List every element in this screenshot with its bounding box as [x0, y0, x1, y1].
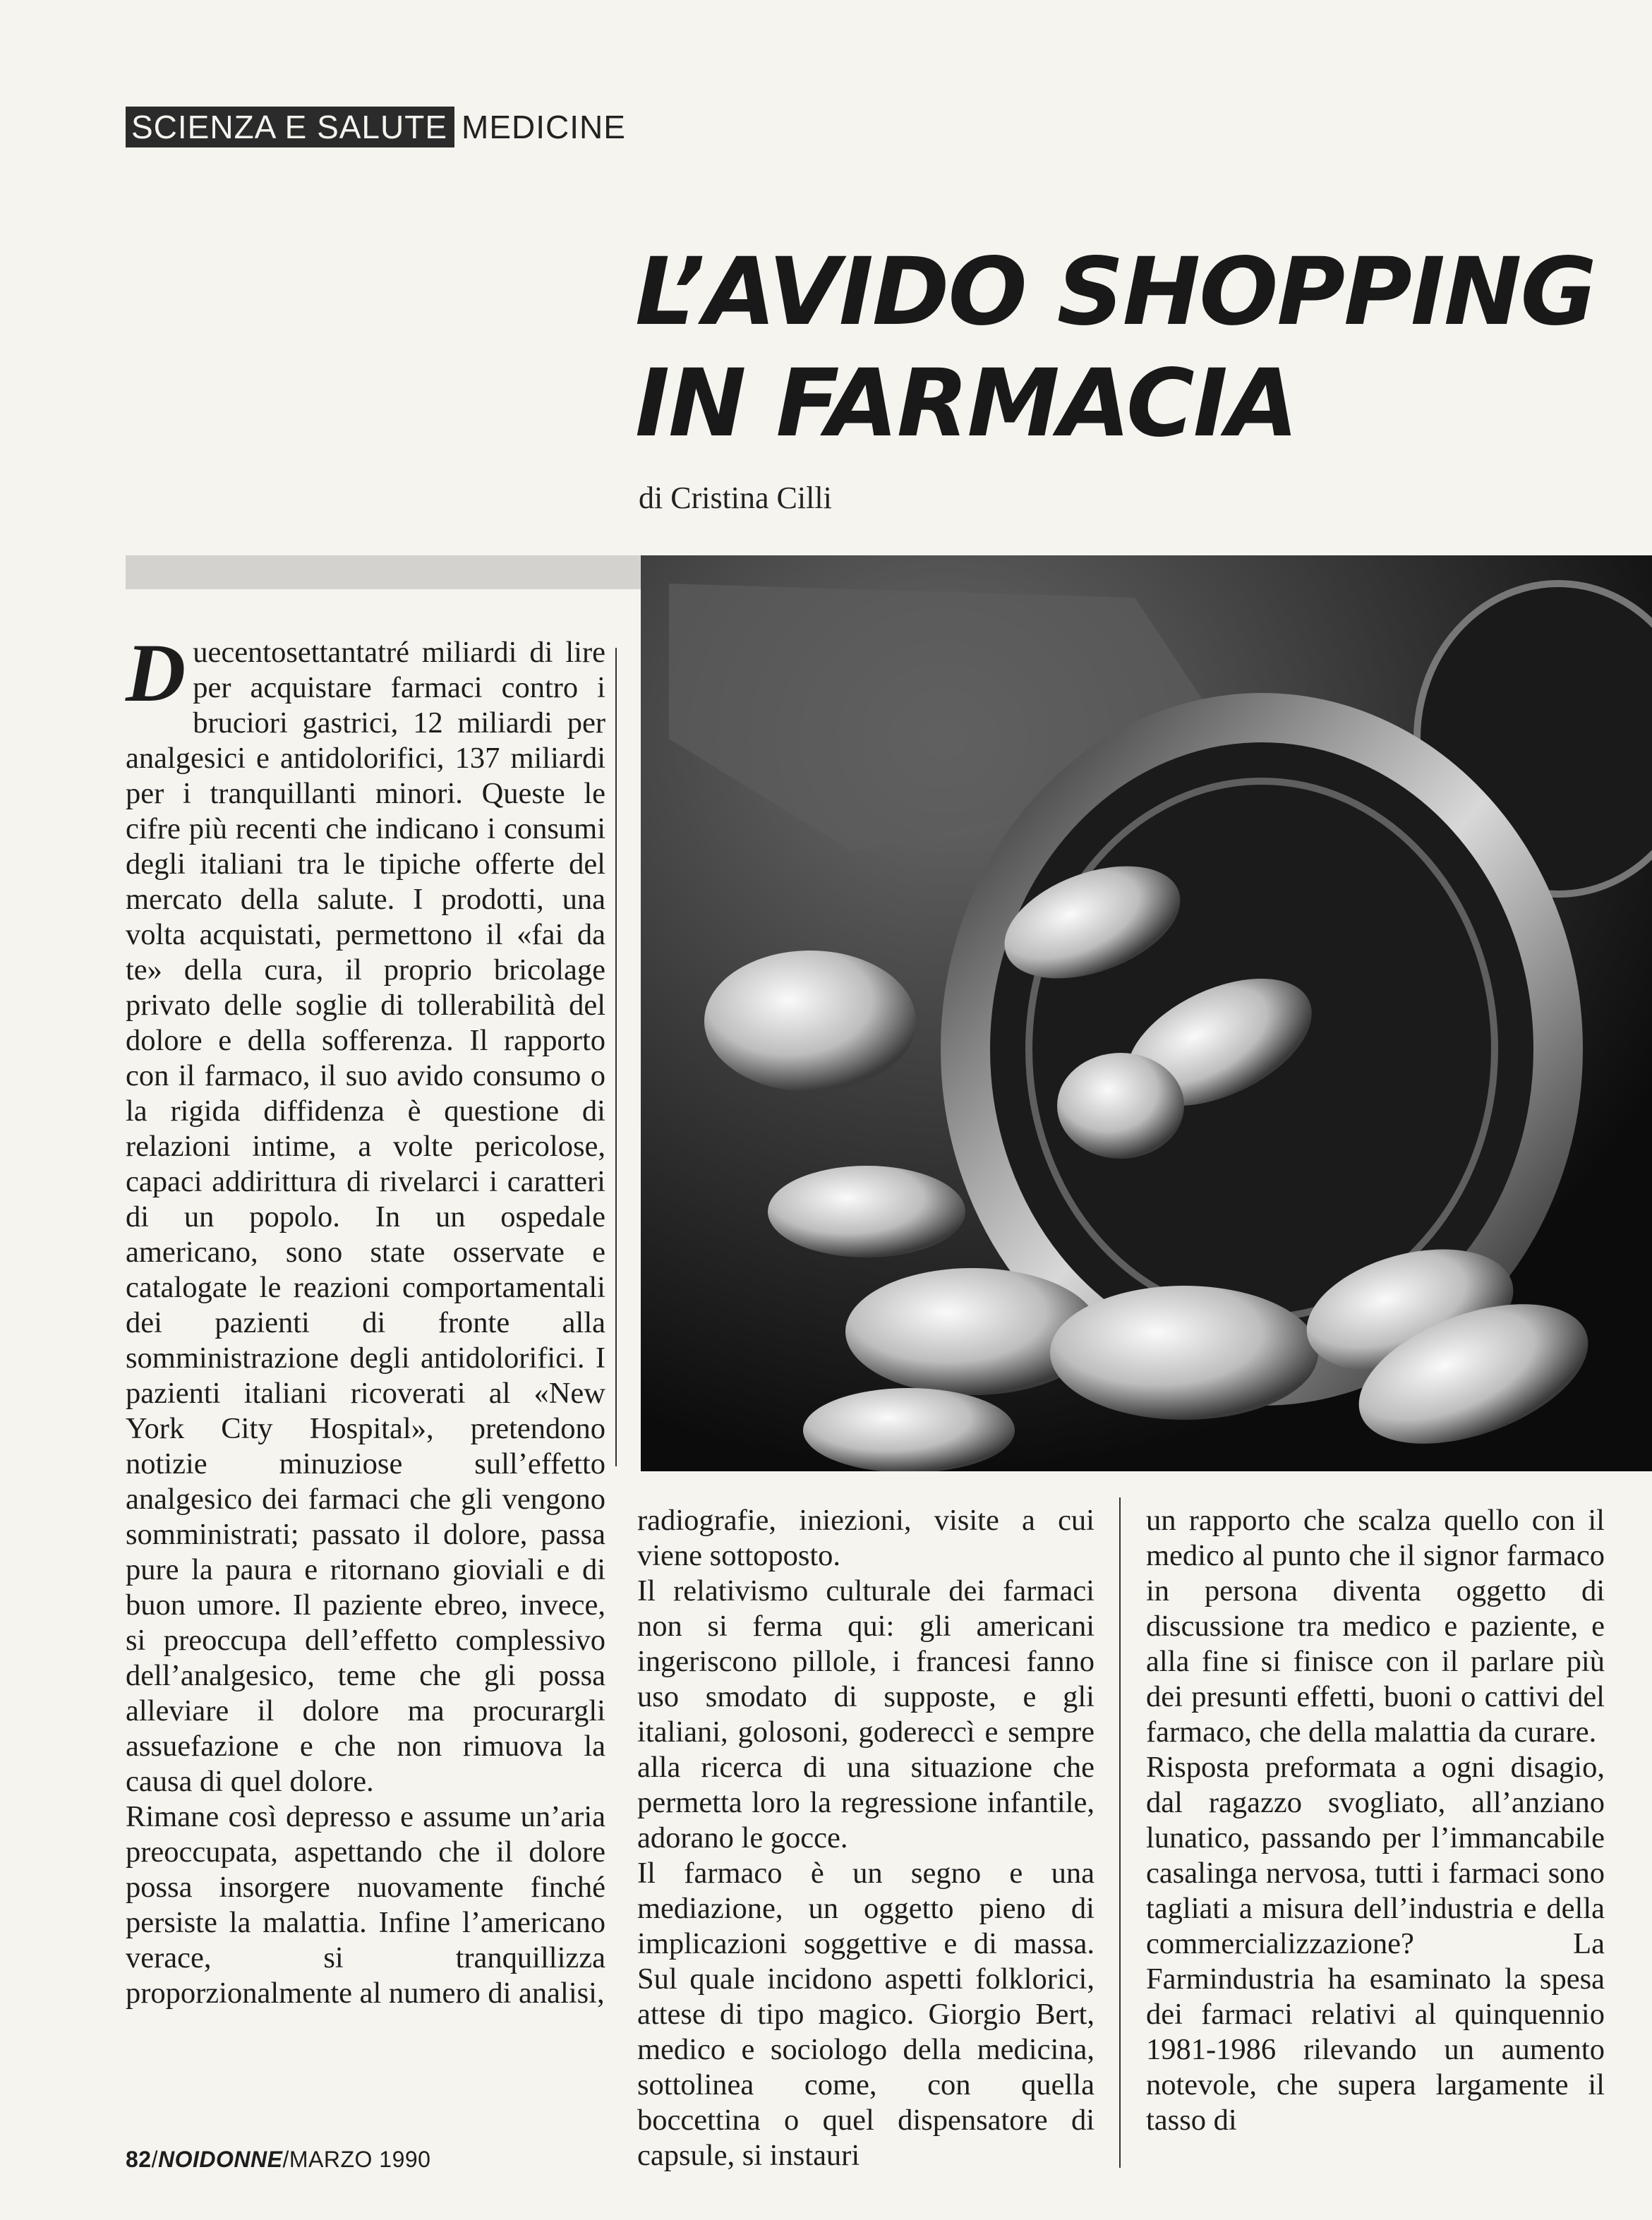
headline-line-1: L’AVIDO SHOPPING — [635, 238, 1596, 346]
section-rubric — [126, 106, 626, 148]
byline: di Cristina Cilli — [639, 481, 832, 515]
pill-shape — [803, 1388, 1015, 1471]
paragraph-text: uecentosettantatré miliardi di lire per acquistare farmaci contro i bruciori gastrici, 12 miliardi per analgesici e antidolorifici, 137 miliardi per i tranquillanti minori. Queste le cifre più recenti che indicano i consumi degli italiani tra le tipiche offerte del mercato della salute. I prodotti, una volta acquistati, permettono il «fai da te» della cura, il proprio bricolage privato delle soglie di tollerabilità del dolore e della sofferenza. Il rapporto con il farmaco, il suo avido consumo o la rigida diffidenza è questione di relazioni intime, a volte pericolose, capaci addirittura di rivelarci i caratteri di un popolo. In un ospedale americano, sono state osservate e catalogate le reazioni comportamentali dei pazienti di fronte alla somministrazione degli antidolorifici. I pazienti italiani ricoverati al «New York City Hospital», pretendono notizie minuziose sull’effetto analgesico dei farmaci che gli vengono somministrati; passato il dolore, passa pure la paura e ritornano gioviali e di buon umore. Il paziente ebreo, invece, si preoccupa dell’effetto complessivo dell’analgesico, teme che gli possa alleviare il dolore ma procurargli assuefazione e che non rimuova la causa di quel dolore. — [126, 636, 605, 1798]
article-headline — [635, 236, 1596, 459]
paragraph: Risposta preformata a ogni disagio, dal ragazzo svogliato, all’anziano lunatico, passando per l’immancabile casalinga nervosa, tutti i farmaci sono tagliati a misura dell’industria e della commercializzazione? La Farmindustria ha esaminato la spesa dei farmaci relativi al quinquennio 1981-1986 rilevando un aumento notevole, che supera largamente il tasso di — [1146, 1751, 1605, 2137]
pill-shape — [1050, 1286, 1318, 1420]
pill-jar-photo — [641, 555, 1652, 1471]
column-rule — [1119, 1497, 1121, 2168]
column-rule — [615, 648, 617, 1466]
topic-label: MEDICINE — [462, 109, 626, 145]
article-column-3 — [1146, 1503, 1605, 2138]
paragraph: un rapporto che scalza quello con il medico al punto che il signor farmaco in persona diventa oggetto di discussione tra medico e paziente, e alla fine si finisce con il parlare più dei presunti effetti, buoni o cattivi del farmaco, che della malattia da curare. — [1146, 1504, 1605, 1749]
headline-line-2: IN FARMACIA — [635, 349, 1298, 458]
paragraph: Rimane così depresso e assume un’aria preoccupata, aspettando che il dolore possa insorgere nuovamente finché persiste la malattia. Infine l’americano verace, si tranquillizza proporzionalmente al numero di analisi, — [126, 1800, 605, 2010]
decorative-band — [126, 555, 641, 589]
pill-shape — [768, 1166, 965, 1257]
pill-shape — [1057, 1053, 1184, 1159]
article-column-1 — [126, 627, 605, 2011]
pill-shape — [704, 951, 916, 1092]
section-label: SCIENZA E SALUTE — [126, 107, 454, 147]
paragraph — [126, 627, 605, 1799]
page-footer: 82/NOIDONNE/MARZO 1990 — [126, 2147, 431, 2172]
pill-jar-illustration — [641, 555, 1652, 1471]
paragraph: Il farmaco è un segno e una mediazione, un oggetto pieno di implicazioni soggettive e di massa. Sul quale incidono aspetti folklorici, attese di tipo magico. Giorgio Bert, medico e sociologo della medicina, sottolinea come, con quella boccettina o quel dispensatore di capsule, si instauri — [637, 1857, 1095, 2172]
article-column-2 — [637, 1503, 1095, 2173]
paragraph: Il relativismo culturale dei farmaci non si ferma qui: gli americani ingeriscono pillole, i francesi fanno uso smodato di supposte, e gli italiani, golosoni, godereccì e sempre alla ricerca di una situazione che permetta loro la regressione infantile, adorano le gocce. — [637, 1574, 1095, 1854]
magazine-name: NOIDONNE — [157, 2147, 283, 2172]
issue-date: MARZO 1990 — [289, 2147, 431, 2172]
page-number: 82 — [126, 2147, 152, 2172]
drop-cap: D — [126, 627, 186, 719]
paragraph: radiografie, iniezioni, visite a cui viene sottoposto. — [637, 1504, 1095, 1572]
